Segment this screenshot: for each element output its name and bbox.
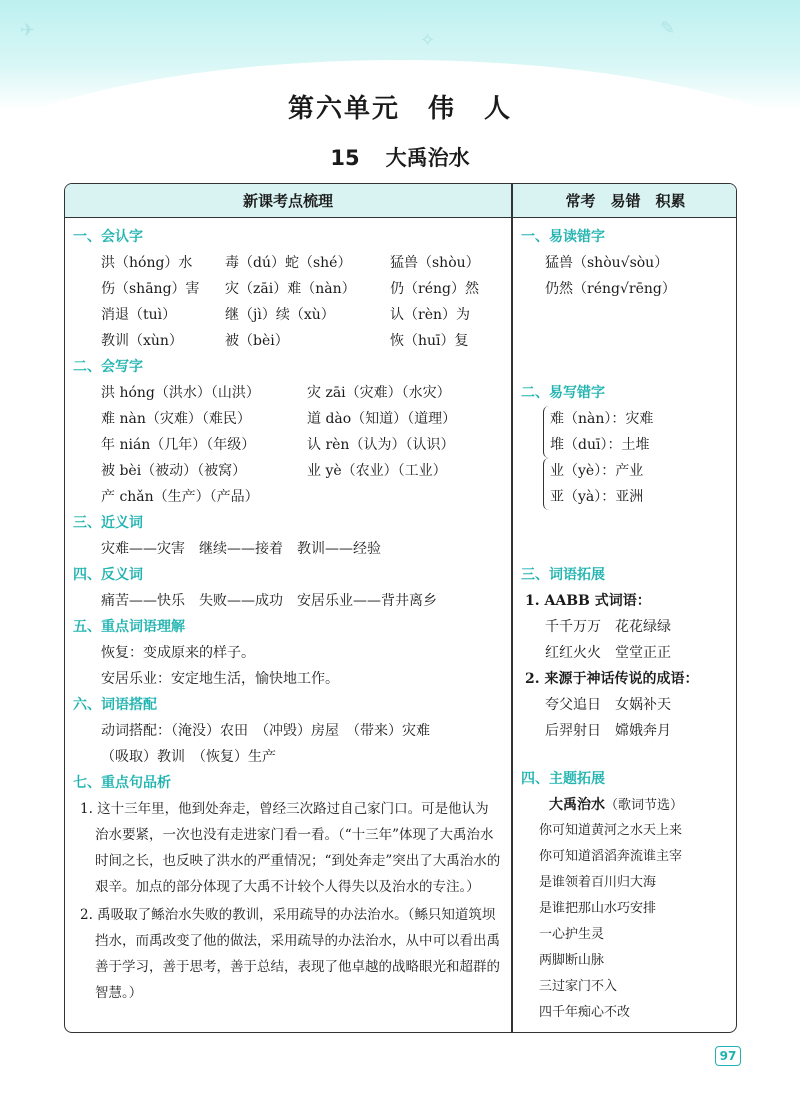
write-chars-grid <box>73 380 505 510</box>
poem-line: 四千年痴心不改 <box>539 1005 631 1020</box>
collocation-line: （吸取）教训 （恢复）生产 <box>101 749 276 765</box>
unit-title: 第六单元 伟 人 <box>287 94 512 124</box>
grid-cell: 道 dào（知道）（道理） <box>307 411 457 427</box>
section-title: 三、近义词 <box>73 515 143 531</box>
grid-cell: 被 bèi（被动）（被窝） <box>101 463 247 479</box>
poem-line: 两脚断山脉 <box>539 953 605 968</box>
poem-heading <box>521 792 733 818</box>
grid-cell: 灾 zāi（灾难）（水灾） <box>307 385 451 401</box>
grid-cell: 认（rèn）为 <box>390 307 470 323</box>
section-title: 四、主题拓展 <box>521 771 605 787</box>
expansion-subtitle: 1. AABB 式词语： <box>525 593 651 609</box>
section-title: 一、会认字 <box>73 229 143 245</box>
pencil-icon: ✎ <box>660 18 676 39</box>
char-pair-brace <box>543 458 733 510</box>
section-title: 一、易读错字 <box>521 229 605 245</box>
grid-cell: 被（bèi） <box>225 333 289 349</box>
lesson-number: 15 <box>330 146 360 170</box>
expansion-subtitle: 2. 来源于神话传说的成语： <box>525 671 699 687</box>
section-title: 四、反义词 <box>73 567 143 583</box>
expansion-line: 夸父追日 女娲补天 <box>545 697 671 713</box>
header-right: 常考 易错 积累 <box>565 192 686 210</box>
char-pair-item: 亚（yà）：亚洲 <box>550 489 644 505</box>
right-column <box>521 224 733 1026</box>
char-pair-item: 业（yè）：产业 <box>550 463 644 479</box>
section-title: 七、重点句品析 <box>73 775 171 791</box>
grid-cell: 消退（tuì） <box>101 307 177 323</box>
sentence-analysis: 2. 禹吸取了鲧治水失败的教训，采用疏导的办法治水。（鲧只知道筑坝挡水，而禹改变了他的做法，采用疏导的办法治水，从中可以看出禹善于学习，善于思考，善于总结，表现了他卓越的战略眼光和超群的智慧。） <box>80 907 500 1001</box>
grid-cell: 洪（hóng）水 <box>101 255 193 271</box>
section-title: 三、词语拓展 <box>521 567 605 583</box>
grid-cell: 教训（xùn） <box>101 333 183 349</box>
poem-title: 大禹治水 <box>549 797 605 813</box>
poem-line: 你可知道滔滔奔流谁主宰 <box>539 849 683 864</box>
page-number: 97 <box>715 1046 741 1066</box>
poem-line: 你可知道黄河之水天上来 <box>539 823 683 838</box>
collocation-line: 动词搭配：（淹没）农田 （冲毁）房屋 （带来）灾难 <box>101 723 430 739</box>
frame-header <box>65 184 736 218</box>
grid-cell: 仍（réng）然 <box>390 281 479 297</box>
misread-word: 仍然（réng√rēng） <box>545 281 676 297</box>
section-title: 六、词语搭配 <box>73 697 157 713</box>
grid-cell <box>307 484 497 510</box>
grid-cell: 猛兽（shòu） <box>390 255 480 271</box>
lesson-title <box>0 142 800 172</box>
char-pair-item: 堆（duī）：土堆 <box>550 437 650 453</box>
poem-line: 三过家门不入 <box>539 979 618 994</box>
content-frame <box>64 183 737 1033</box>
recognize-chars-grid <box>73 250 505 354</box>
grid-cell: 恢（huī）复 <box>390 333 469 349</box>
sentence-analysis: 1. 这十三年里，他到处奔走，曾经三次路过自己家门口。可是他认为治水要紧，一次也没有走进家门看一看。（“十三年”体现了大禹治水时间之长，也反映了洪水的严重情况；“到处奔走”突出了大禹治水的艰辛。加点的部分体现了大禹不计较个人得失以及治水的专注。） <box>80 801 501 895</box>
grid-cell: 业 yè（农业）（工业） <box>307 463 447 479</box>
section-title: 二、易写错字 <box>521 385 605 401</box>
poem-line: 是谁把那山水巧安排 <box>539 901 657 916</box>
word-meaning: 安居乐业：安定地生活，愉快地工作。 <box>101 671 339 687</box>
grid-cell: 年 nián（几年）（年级） <box>101 437 256 453</box>
expansion-line: 千千万万 花花绿绿 <box>545 619 671 635</box>
grid-cell: 产 chǎn（生产）（产品） <box>101 489 259 505</box>
char-pair-item: 难（nàn）：灾难 <box>550 411 654 427</box>
star-icon: ✧ <box>420 30 436 51</box>
grid-cell: 认 rèn（认为）（认识） <box>307 437 455 453</box>
synonyms-line: 灾难——灾害 继续——接着 教训——经验 <box>101 541 381 557</box>
left-column <box>73 224 505 1006</box>
poem-line: 是谁领着百川归大海 <box>539 875 657 890</box>
paper-plane-icon: ✈ <box>20 20 36 41</box>
grid-cell: 难 nàn（灾难）（难民） <box>101 411 251 427</box>
grid-cell: 继（jì）续（xù） <box>225 307 335 323</box>
section-title: 五、重点词语理解 <box>73 619 185 635</box>
grid-cell: 洪 hóng（洪水）（山洪） <box>101 385 260 401</box>
expansion-line: 红红火火 堂堂正正 <box>545 645 671 661</box>
grid-cell: 毒（dú）蛇（shé） <box>225 255 352 271</box>
column-divider <box>511 184 513 1032</box>
lesson-name: 大禹治水 <box>385 146 470 170</box>
poem-line: 一心护生灵 <box>539 927 605 942</box>
char-pair-brace <box>543 406 733 458</box>
grid-cell: 灾（zāi）难（nàn） <box>225 281 356 297</box>
word-meaning: 恢复：变成原来的样子。 <box>101 645 255 661</box>
section-title: 二、会写字 <box>73 359 143 375</box>
antonyms-line: 痛苦——快乐 失败——成功 安居乐业——背井离乡 <box>101 593 437 609</box>
misread-word: 猛兽（shòu√sòu） <box>545 255 669 271</box>
expansion-line: 后羿射日 嫦娥奔月 <box>545 723 671 739</box>
header-left: 新课考点梳理 <box>242 192 333 210</box>
grid-cell: 伤（shāng）害 <box>101 281 200 297</box>
poem-note: （歌词节选） <box>605 798 684 813</box>
